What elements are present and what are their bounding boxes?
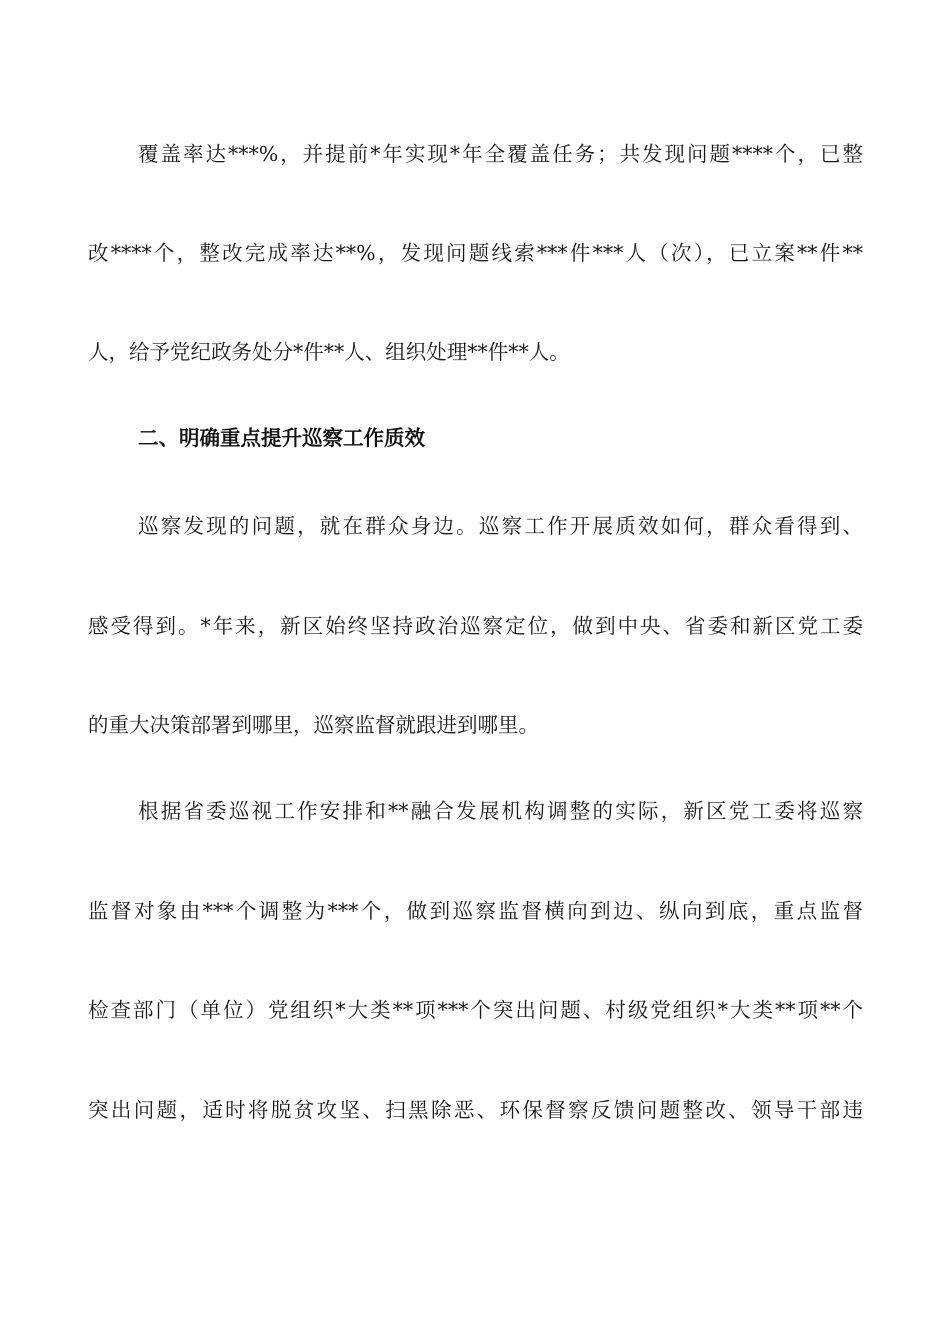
- paragraph-1-line-1: 覆盖率达***%，并提前*年实现*年全覆盖任务；共发现问题****个，已整: [138, 142, 863, 166]
- section-heading: 二、明确重点提升巡察工作质效: [138, 426, 425, 450]
- paragraph-3-line-2: 监督对象由***个调整为***个，做到巡察监督横向到边、纵向到底，重点监督: [88, 899, 863, 923]
- paragraph-3-line-1: 根据省委巡视工作安排和**融合发展机构调整的实际，新区党工委将巡察: [138, 799, 863, 823]
- paragraph-1-line-3: 人，给予党纪政务处分*件**人、组织处理**件**人。: [88, 340, 570, 364]
- paragraph-3-line-4: 突出问题，适时将脱贫攻坚、扫黑除恶、环保督察反馈问题整改、领导干部违: [88, 1098, 863, 1122]
- paragraph-1-line-2: 改****个，整改完成率达**%，发现问题线索***件***人（次），已立案**件**: [88, 241, 863, 265]
- paragraph-2-line-1: 巡察发现的问题，就在群众身边。巡察工作开展质效如何，群众看得到、: [138, 514, 863, 538]
- paragraph-2-line-2: 感受得到。*年来，新区始终坚持政治巡察定位，做到中央、省委和新区党工委: [88, 614, 863, 638]
- paragraph-3-line-3: 检查部门（单位）党组织*大类**项***个突出问题、村级党组织*大类**项**个: [88, 998, 863, 1022]
- paragraph-2-line-3: 的重大决策部署到哪里，巡察监督就跟进到哪里。: [88, 713, 539, 737]
